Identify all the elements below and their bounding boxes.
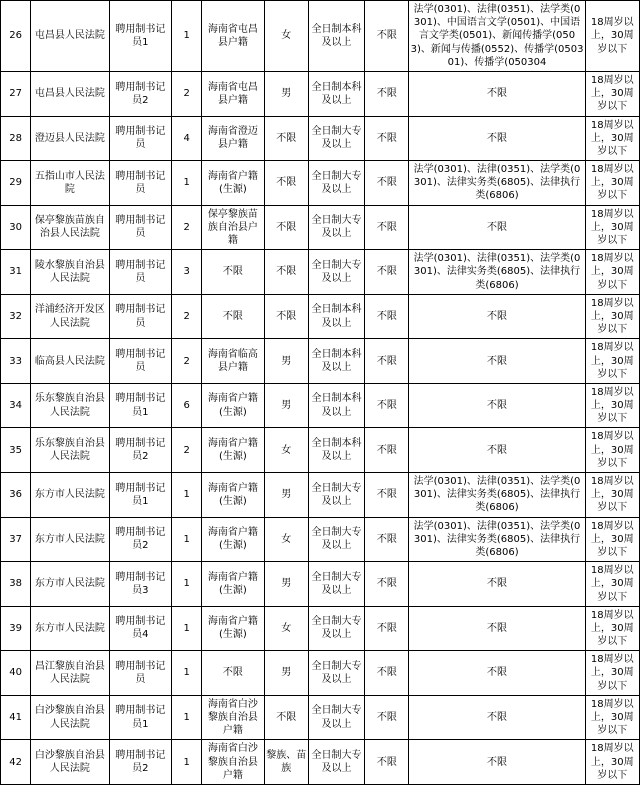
cell-household: 海南省白沙黎族自治县户籍 <box>202 695 264 740</box>
cell-post: 聘用制书记员2 <box>109 517 171 562</box>
cell-major: 法学(0301)、法律(0351)、法学类(0301)、法律实务类(6805)、法律执行类(6806) <box>409 473 585 518</box>
table-row <box>1 740 640 785</box>
cell-education: 全日制本科及以上 <box>308 1 364 72</box>
cell-unit: 澄迈县人民法院 <box>31 116 109 161</box>
cell-num: 1 <box>172 161 202 206</box>
cell-post: 聘用制书记员 <box>109 651 171 696</box>
cell-num: 2 <box>172 205 202 250</box>
cell-no: 42 <box>1 740 31 785</box>
cell-age: 18周岁以上，30周岁以下 <box>585 606 639 651</box>
cell-num: 2 <box>172 339 202 384</box>
cell-other: 不限 <box>365 562 409 607</box>
table-row <box>1 71 640 116</box>
cell-household: 海南省屯昌县户籍 <box>202 1 264 72</box>
cell-household: 海南省澄迈县户籍 <box>202 116 264 161</box>
cell-num: 2 <box>172 71 202 116</box>
cell-post: 聘用制书记员2 <box>109 740 171 785</box>
cell-household: 不限 <box>202 250 264 295</box>
cell-education: 全日制大专及以上 <box>308 517 364 562</box>
cell-age: 18周岁以上，30周岁以下 <box>585 161 639 206</box>
cell-unit: 东方市人民法院 <box>31 473 109 518</box>
cell-other: 不限 <box>365 294 409 339</box>
cell-age: 18周岁以上，30周岁以下 <box>585 294 639 339</box>
cell-num: 1 <box>172 473 202 518</box>
cell-num: 1 <box>172 606 202 651</box>
cell-household: 不限 <box>202 294 264 339</box>
cell-post: 聘用制书记员1 <box>109 695 171 740</box>
cell-major: 不限 <box>409 695 585 740</box>
cell-post: 聘用制书记员 <box>109 294 171 339</box>
cell-other: 不限 <box>365 651 409 696</box>
cell-unit: 保亭黎族苗族自治县人民法院 <box>31 205 109 250</box>
cell-age: 18周岁以上，30周岁以下 <box>585 1 639 72</box>
cell-major: 不限 <box>409 740 585 785</box>
cell-num: 1 <box>172 651 202 696</box>
table-row <box>1 116 640 161</box>
cell-education: 全日制本科及以上 <box>308 383 364 428</box>
cell-post: 聘用制书记员2 <box>109 428 171 473</box>
cell-education: 全日制大专及以上 <box>308 161 364 206</box>
cell-age: 18周岁以上，30周岁以下 <box>585 116 639 161</box>
cell-sex: 不限 <box>264 205 308 250</box>
table-row <box>1 294 640 339</box>
cell-household: 海南省白沙黎族自治县户籍 <box>202 740 264 785</box>
cell-other: 不限 <box>365 339 409 384</box>
cell-sex: 男 <box>264 562 308 607</box>
cell-num: 4 <box>172 116 202 161</box>
cell-age: 18周岁以上，30周岁以下 <box>585 562 639 607</box>
cell-major: 法学(0301)、法律(0351)、法学类(0301)、中国语言文学(0501)、中国语言文学类(0501)、新闻传播学(0503)、新闻与传播(0552)、传播学(050301)、传播学(050304 <box>409 1 585 72</box>
cell-education: 全日制本科及以上 <box>308 71 364 116</box>
cell-sex: 不限 <box>264 294 308 339</box>
cell-post: 聘用制书记员1 <box>109 383 171 428</box>
cell-num: 6 <box>172 383 202 428</box>
cell-age: 18周岁以上，30周岁以下 <box>585 473 639 518</box>
cell-unit: 屯昌县人民法院 <box>31 71 109 116</box>
cell-education: 全日制本科及以上 <box>308 339 364 384</box>
cell-post: 聘用制书记员 <box>109 250 171 295</box>
cell-sex: 不限 <box>264 250 308 295</box>
cell-major: 法学(0301)、法律(0351)、法学类(0301)、法律实务类(6805)、法律执行类(6806) <box>409 250 585 295</box>
cell-other: 不限 <box>365 1 409 72</box>
cell-household: 海南省户籍(生源) <box>202 562 264 607</box>
cell-unit: 东方市人民法院 <box>31 562 109 607</box>
table-row <box>1 250 640 295</box>
cell-education: 全日制大专及以上 <box>308 205 364 250</box>
cell-sex: 女 <box>264 606 308 651</box>
cell-education: 全日制大专及以上 <box>308 116 364 161</box>
cell-no: 33 <box>1 339 31 384</box>
cell-post: 聘用制书记员3 <box>109 562 171 607</box>
cell-other: 不限 <box>365 71 409 116</box>
cell-education: 全日制大专及以上 <box>308 651 364 696</box>
cell-major: 不限 <box>409 651 585 696</box>
cell-major: 不限 <box>409 606 585 651</box>
cell-major: 不限 <box>409 294 585 339</box>
table-row <box>1 1 640 72</box>
cell-unit: 乐东黎族自治县人民法院 <box>31 383 109 428</box>
cell-num: 2 <box>172 294 202 339</box>
cell-sex: 黎族、苗族 <box>264 740 308 785</box>
cell-post: 聘用制书记员1 <box>109 1 171 72</box>
cell-age: 18周岁以上，30周岁以下 <box>585 383 639 428</box>
cell-sex: 女 <box>264 1 308 72</box>
cell-no: 34 <box>1 383 31 428</box>
cell-major: 不限 <box>409 71 585 116</box>
cell-education: 全日制本科及以上 <box>308 428 364 473</box>
table-row <box>1 205 640 250</box>
table-row <box>1 339 640 384</box>
cell-no: 35 <box>1 428 31 473</box>
cell-other: 不限 <box>365 695 409 740</box>
cell-household: 海南省户籍(生源) <box>202 473 264 518</box>
cell-num: 1 <box>172 695 202 740</box>
cell-age: 18周岁以上，30周岁以下 <box>585 651 639 696</box>
cell-major: 不限 <box>409 562 585 607</box>
cell-other: 不限 <box>365 116 409 161</box>
cell-major: 法学(0301)、法律(0351)、法学类(0301)、法律实务类(6805)、法律执行类(6806) <box>409 161 585 206</box>
cell-unit: 东方市人民法院 <box>31 517 109 562</box>
cell-sex: 男 <box>264 339 308 384</box>
cell-other: 不限 <box>365 473 409 518</box>
cell-no: 39 <box>1 606 31 651</box>
cell-other: 不限 <box>365 205 409 250</box>
cell-post: 聘用制书记员4 <box>109 606 171 651</box>
cell-unit: 陵水黎族自治县人民法院 <box>31 250 109 295</box>
cell-unit: 昌江黎族自治县人民法院 <box>31 651 109 696</box>
cell-sex: 男 <box>264 383 308 428</box>
cell-sex: 男 <box>264 71 308 116</box>
table-row <box>1 562 640 607</box>
cell-no: 26 <box>1 1 31 72</box>
cell-sex: 男 <box>264 651 308 696</box>
cell-no: 32 <box>1 294 31 339</box>
cell-education: 全日制大专及以上 <box>308 606 364 651</box>
cell-num: 3 <box>172 250 202 295</box>
cell-household: 海南省户籍(生源) <box>202 428 264 473</box>
cell-other: 不限 <box>365 517 409 562</box>
cell-other: 不限 <box>365 383 409 428</box>
cell-no: 41 <box>1 695 31 740</box>
cell-household: 海南省户籍(生源) <box>202 606 264 651</box>
cell-num: 1 <box>172 740 202 785</box>
cell-post: 聘用制书记员1 <box>109 473 171 518</box>
cell-no: 31 <box>1 250 31 295</box>
cell-education: 全日制本科及以上 <box>308 294 364 339</box>
table-row <box>1 428 640 473</box>
cell-unit: 乐东黎族自治县人民法院 <box>31 428 109 473</box>
cell-num: 1 <box>172 562 202 607</box>
cell-post: 聘用制书记员 <box>109 161 171 206</box>
table-row <box>1 695 640 740</box>
cell-no: 36 <box>1 473 31 518</box>
cell-post: 聘用制书记员 <box>109 205 171 250</box>
cell-major: 不限 <box>409 383 585 428</box>
cell-age: 18周岁以上，30周岁以下 <box>585 71 639 116</box>
cell-no: 40 <box>1 651 31 696</box>
cell-sex: 女 <box>264 517 308 562</box>
cell-num: 2 <box>172 428 202 473</box>
cell-household: 海南省户籍(生源) <box>202 161 264 206</box>
table-row <box>1 383 640 428</box>
cell-other: 不限 <box>365 161 409 206</box>
cell-unit: 白沙黎族自治县人民法院 <box>31 740 109 785</box>
cell-no: 29 <box>1 161 31 206</box>
table-row <box>1 473 640 518</box>
cell-post: 聘用制书记员 <box>109 116 171 161</box>
cell-unit: 东方市人民法院 <box>31 606 109 651</box>
table-row <box>1 517 640 562</box>
cell-household: 海南省临高县户籍 <box>202 339 264 384</box>
cell-major: 不限 <box>409 116 585 161</box>
cell-age: 18周岁以上，30周岁以下 <box>585 740 639 785</box>
cell-unit: 洋浦经济开发区人民法院 <box>31 294 109 339</box>
cell-sex: 不限 <box>264 116 308 161</box>
table-row <box>1 606 640 651</box>
cell-post: 聘用制书记员 <box>109 339 171 384</box>
cell-household: 保亭黎族苗族自治县户籍 <box>202 205 264 250</box>
cell-unit: 白沙黎族自治县人民法院 <box>31 695 109 740</box>
cell-unit: 屯昌县人民法院 <box>31 1 109 72</box>
cell-education: 全日制大专及以上 <box>308 740 364 785</box>
cell-num: 1 <box>172 517 202 562</box>
cell-education: 全日制大专及以上 <box>308 250 364 295</box>
cell-post: 聘用制书记员2 <box>109 71 171 116</box>
cell-no: 38 <box>1 562 31 607</box>
cell-age: 18周岁以上，30周岁以下 <box>585 428 639 473</box>
table-row <box>1 651 640 696</box>
cell-age: 18周岁以上，30周岁以下 <box>585 205 639 250</box>
cell-major: 不限 <box>409 205 585 250</box>
cell-household: 海南省屯昌县户籍 <box>202 71 264 116</box>
cell-other: 不限 <box>365 428 409 473</box>
cell-education: 全日制大专及以上 <box>308 695 364 740</box>
cell-age: 18周岁以上，30周岁以下 <box>585 250 639 295</box>
cell-sex: 男 <box>264 473 308 518</box>
cell-major: 不限 <box>409 428 585 473</box>
cell-sex: 不限 <box>264 161 308 206</box>
table-row <box>1 161 640 206</box>
cell-age: 18周岁以上，30周岁以下 <box>585 517 639 562</box>
table-body <box>1 1 640 785</box>
cell-num: 1 <box>172 1 202 72</box>
cell-education: 全日制大专及以上 <box>308 562 364 607</box>
cell-unit: 五指山市人民法院 <box>31 161 109 206</box>
cell-household: 不限 <box>202 651 264 696</box>
cell-age: 18周岁以上，30周岁以下 <box>585 339 639 384</box>
cell-household: 海南省户籍(生源) <box>202 383 264 428</box>
cell-other: 不限 <box>365 250 409 295</box>
cell-no: 27 <box>1 71 31 116</box>
cell-major: 不限 <box>409 339 585 384</box>
cell-education: 全日制大专及以上 <box>308 473 364 518</box>
cell-sex: 女 <box>264 428 308 473</box>
cell-household: 海南省户籍(生源) <box>202 517 264 562</box>
cell-no: 37 <box>1 517 31 562</box>
cell-no: 30 <box>1 205 31 250</box>
cell-sex: 不限 <box>264 695 308 740</box>
cell-age: 18周岁以上，30周岁以下 <box>585 695 639 740</box>
cell-other: 不限 <box>365 606 409 651</box>
cell-unit: 临高县人民法院 <box>31 339 109 384</box>
cell-no: 28 <box>1 116 31 161</box>
cell-major: 法学(0301)、法律(0351)、法学类(0301)、法律实务类(6805)、法律执行类(6806) <box>409 517 585 562</box>
cell-other: 不限 <box>365 740 409 785</box>
